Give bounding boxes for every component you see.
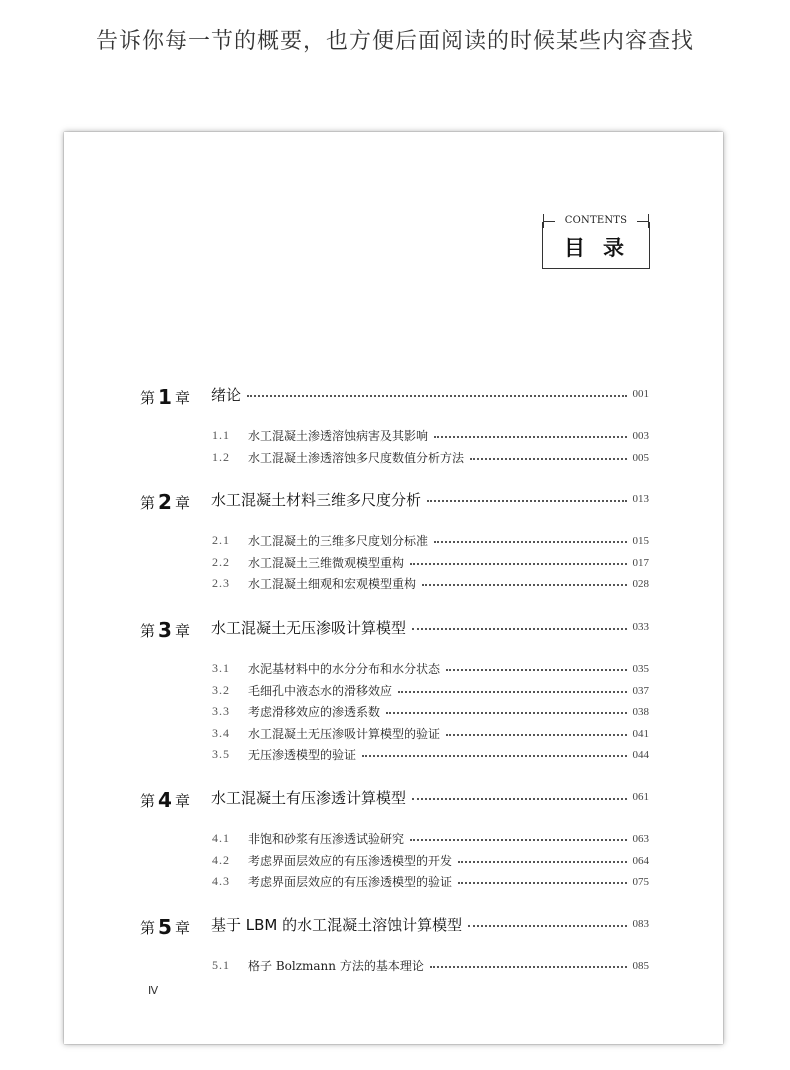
section-title: 水工混凝土渗透溶蚀病害及其影响 — [248, 429, 429, 443]
section-title: 水泥基材料中的水分分布和水分状态 — [248, 662, 441, 676]
section-entry[interactable] — [64, 745, 723, 767]
leader-dots — [412, 798, 626, 800]
chapter-page-number: 013 — [632, 493, 649, 505]
section-title: 非饱和砂浆有压渗透试验研究 — [248, 832, 405, 846]
section-entry[interactable] — [64, 659, 723, 681]
section-number: 3.3 — [212, 704, 230, 718]
chapter-title: 水工混凝土有压渗透计算模型 — [211, 789, 407, 807]
section-page-number: 028 — [632, 578, 649, 590]
chapter-title: 基于 LBM 的水工混凝土溶蚀计算模型 — [211, 916, 463, 934]
leader-dots — [427, 500, 626, 502]
section-number: 1.1 — [212, 428, 230, 442]
section-entry[interactable] — [64, 426, 723, 448]
chapter-entry[interactable] — [64, 489, 723, 514]
section-page-number: 075 — [632, 876, 649, 888]
chapter-page-number: 061 — [632, 791, 649, 803]
section-number: 3.5 — [212, 747, 230, 761]
section-title: 无压渗透模型的验证 — [248, 748, 357, 762]
section-entry[interactable] — [64, 702, 723, 724]
section-number: 3.4 — [212, 725, 230, 740]
section-entry[interactable] — [64, 574, 723, 596]
section-page-number: 037 — [632, 684, 649, 697]
book-page — [64, 132, 723, 1044]
section-entry[interactable] — [64, 724, 723, 746]
chapter-label: 第 3 章 — [140, 618, 190, 642]
section-page-number: 017 — [632, 556, 649, 569]
leader-dots — [410, 839, 626, 841]
section-number: 2.2 — [212, 554, 230, 569]
section-title: 水工混凝土三维微观模型重构 — [248, 555, 405, 570]
chapter-title: 水工混凝土材料三维多尺度分析 — [211, 491, 422, 509]
leader-dots — [458, 882, 626, 884]
section-entry[interactable] — [64, 448, 723, 470]
chapter-entry[interactable] — [64, 384, 723, 409]
section-number: 2.3 — [212, 576, 230, 590]
section-number: 3.1 — [212, 661, 230, 675]
leader-dots — [434, 436, 626, 438]
chapter-page-number: 083 — [632, 918, 649, 930]
page-folio: Ⅳ — [148, 985, 159, 997]
section-number: 4.1 — [212, 831, 230, 845]
section-number: 5.1 — [212, 958, 230, 972]
page-caption: 告诉你每一节的概要，也方便后面阅读的时候某些内容查找 — [95, 29, 694, 54]
section-title: 格子 Bolzmann 方法的基本理论 — [248, 959, 424, 973]
chapter-title: 绪论 — [211, 386, 242, 404]
section-page-number: 038 — [632, 706, 649, 718]
section-page-number: 035 — [632, 663, 649, 675]
section-entry[interactable] — [64, 851, 723, 873]
chapter-label: 第 4 章 — [140, 788, 190, 812]
contents-label-cn: 目录 — [564, 236, 642, 260]
chapter-entry[interactable] — [64, 617, 723, 642]
section-title: 考虑界面层效应的有压渗透模型的验证 — [248, 875, 453, 889]
section-entry[interactable] — [64, 956, 723, 978]
leader-dots — [410, 563, 626, 565]
leader-dots — [468, 925, 626, 927]
leader-dots — [446, 669, 626, 671]
section-title: 毛细孔中液态水的滑移效应 — [248, 683, 393, 698]
section-entry[interactable] — [64, 531, 723, 553]
chapter-entry[interactable] — [64, 787, 723, 812]
chapter-entry[interactable] — [64, 914, 723, 939]
leader-dots — [362, 755, 626, 757]
section-title: 考虑滑移效应的渗透系数 — [248, 705, 381, 719]
section-page-number: 063 — [632, 833, 649, 845]
section-number: 4.2 — [212, 852, 230, 867]
chapter-page-number: 001 — [632, 388, 649, 400]
leader-dots — [247, 395, 626, 397]
leader-dots — [470, 458, 626, 460]
section-number: 2.1 — [212, 533, 230, 547]
leader-dots — [458, 861, 626, 863]
section-entry[interactable] — [64, 553, 723, 575]
section-entry[interactable] — [64, 872, 723, 894]
chapter-title: 水工混凝土无压渗吸计算模型 — [211, 619, 407, 637]
leader-dots — [386, 712, 626, 714]
section-page-number: 064 — [632, 854, 649, 867]
section-number: 3.2 — [212, 682, 230, 697]
leader-dots — [430, 966, 627, 968]
chapter-label: 第 1 章 — [140, 385, 190, 409]
section-title: 考虑界面层效应的有压渗透模型的开发 — [248, 853, 453, 868]
section-number: 1.2 — [212, 449, 230, 464]
section-page-number: 015 — [632, 535, 649, 547]
chapter-label: 第 5 章 — [140, 915, 190, 939]
section-entry[interactable] — [64, 829, 723, 851]
section-title: 水工混凝土无压渗吸计算模型的验证 — [248, 726, 441, 741]
leader-dots — [446, 734, 626, 736]
section-page-number: 041 — [632, 727, 649, 740]
section-title: 水工混凝土的三维多尺度划分标准 — [248, 534, 429, 548]
section-page-number: 005 — [632, 451, 649, 464]
section-page-number: 044 — [632, 749, 649, 761]
section-page-number: 003 — [632, 430, 649, 442]
contents-label-en: CONTENTS — [564, 215, 628, 226]
section-page-number: 085 — [632, 960, 649, 972]
section-number: 4.3 — [212, 874, 230, 888]
leader-dots — [434, 541, 626, 543]
leader-dots — [398, 691, 626, 693]
section-entry[interactable] — [64, 681, 723, 703]
contents-header — [542, 215, 650, 269]
leader-dots — [422, 584, 626, 586]
leader-dots — [412, 628, 626, 630]
section-title: 水工混凝土细观和宏观模型重构 — [248, 577, 417, 591]
chapter-label: 第 2 章 — [140, 490, 190, 514]
chapter-page-number: 033 — [632, 621, 649, 633]
section-title: 水工混凝土渗透溶蚀多尺度数值分析方法 — [248, 450, 465, 465]
